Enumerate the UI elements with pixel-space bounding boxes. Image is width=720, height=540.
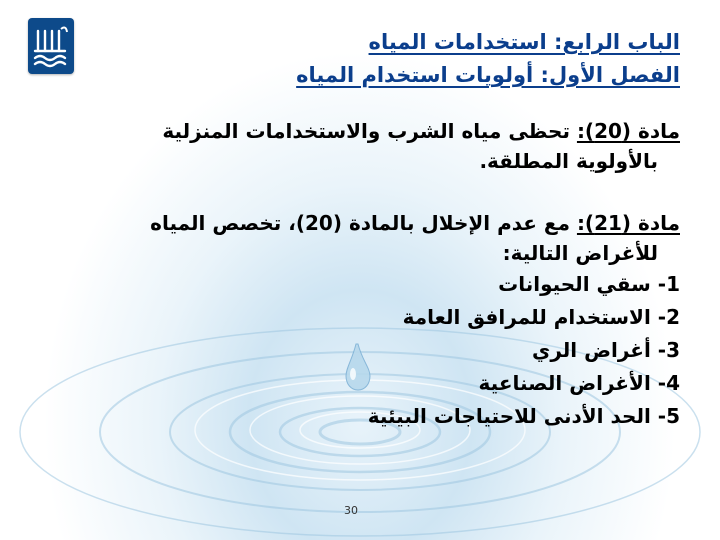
uses-list	[50, 268, 680, 433]
page-number: 30	[344, 504, 358, 517]
slide-header	[120, 26, 680, 92]
article-21-label: مادة (21):	[576, 211, 680, 235]
list-item: 4- الأغراض الصناعية	[478, 371, 680, 395]
article-20-continuation: بالأولوية المطلقة.	[479, 149, 658, 173]
article-21	[50, 208, 680, 238]
slide-body	[50, 116, 680, 433]
section-title: الفصل الأول: أولويات استخدام المياه	[296, 63, 680, 87]
water-authority-logo-icon	[28, 18, 74, 74]
list-item: 3- أغراض الري	[531, 338, 680, 362]
list-item: 1- سقي الحيوانات	[498, 272, 680, 296]
article-20-text: تحظى مياه الشرب والاستخدامات المنزلية	[162, 119, 577, 143]
list-item: 5- الحد الأدنى للاحتياجات البيئية	[367, 404, 680, 428]
article-21-text: مع عدم الإخلال بالمادة (20)، تخصص المياه	[150, 211, 577, 235]
chapter-title: الباب الرابع: استخدامات المياه	[368, 30, 680, 54]
article-20	[50, 116, 680, 146]
article-20-label: مادة (20):	[576, 119, 680, 143]
article-21-continuation: للأغراض التالية:	[502, 241, 658, 265]
list-item: 2- الاستخدام للمرافق العامة	[402, 305, 680, 329]
